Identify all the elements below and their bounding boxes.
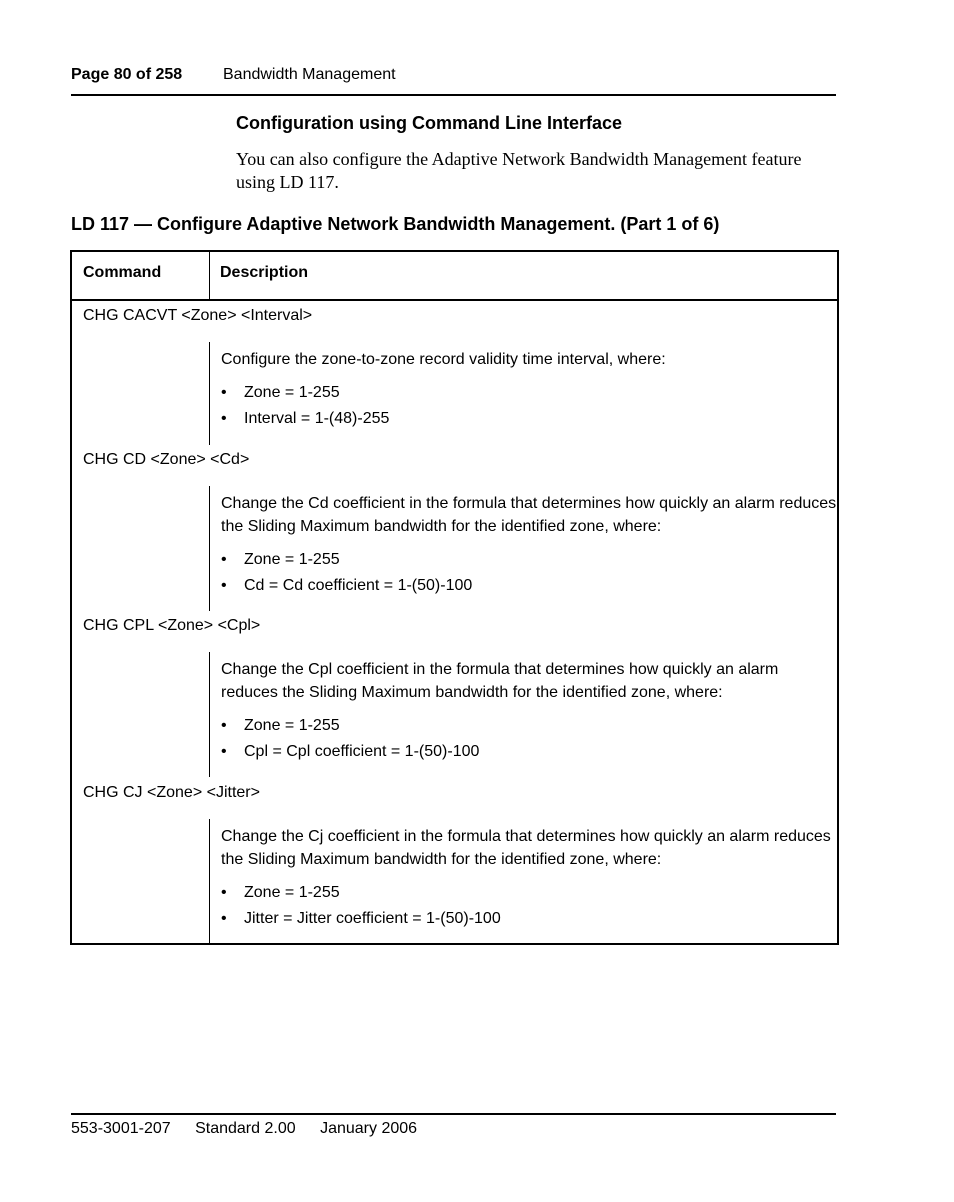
description-text: Change the Cpl coefficient in the formula that determines how quickly an alarm reduces the Sliding Maximum bandwidth for the identified zone, where: <box>221 661 779 701</box>
list-item: • Zone = 1-255 <box>221 713 839 739</box>
description-cell <box>209 342 839 445</box>
bullet-icon: • <box>221 384 227 401</box>
publish-date: January 2006 <box>320 1120 418 1137</box>
page-footer <box>71 1113 836 1138</box>
command-text: CHG CD <Zone> <Cd> <box>83 451 250 468</box>
list-item: • Cd = Cd coefficient = 1-(50)-100 <box>221 573 839 599</box>
table-header <box>72 252 837 301</box>
page-number: Page 80 of 258 <box>71 66 183 83</box>
list-item: • Jitter = Jitter coefficient = 1-(50)-100 <box>221 906 839 932</box>
table-caption: LD 117 — Configure Adaptive Network Bandwidth Management. (Part 1 of 6) <box>71 214 720 234</box>
bullet-list <box>221 380 839 432</box>
list-item: • Cpl = Cpl coefficient = 1-(50)-100 <box>221 739 839 765</box>
command-text: CHG CPL <Zone> <Cpl> <box>83 617 261 634</box>
column-header-description: Description <box>220 264 309 281</box>
description-cell <box>209 819 839 943</box>
subheading: Configuration using Command Line Interface <box>236 113 623 133</box>
bullet-icon: • <box>221 410 227 427</box>
bullet-icon: • <box>221 717 227 734</box>
command-text: CHG CJ <Zone> <Jitter> <box>83 784 260 801</box>
bullet-icon: • <box>221 577 227 594</box>
bullet-icon: • <box>221 743 227 760</box>
header-divider <box>209 252 210 299</box>
list-item: • Zone = 1-255 <box>221 380 839 406</box>
list-item: • Zone = 1-255 <box>221 547 839 573</box>
bullet-icon: • <box>221 910 227 927</box>
page-header <box>71 66 836 96</box>
description-cell <box>209 486 839 611</box>
description-text: Change the Cd coefficient in the formula that determines how quickly an alarm reduces the Sliding Maximum bandwidth for the identified zone, where: <box>221 495 837 535</box>
doc-number: 553-3001-207 <box>71 1120 171 1137</box>
standard-version: Standard 2.00 <box>195 1120 296 1137</box>
bullet-icon: • <box>221 884 227 901</box>
bullet-list <box>221 713 839 765</box>
bullet-list <box>221 547 839 599</box>
section-title: Bandwidth Management <box>223 66 396 83</box>
description-cell <box>209 652 839 777</box>
description-text: Change the Cj coefficient in the formula that determines how quickly an alarm reduces the Sliding Maximum bandwidth for the identified zone, where: <box>221 828 831 868</box>
column-header-command: Command <box>83 264 162 281</box>
command-table <box>70 250 839 945</box>
bullet-list <box>221 880 839 932</box>
description-text: Configure the zone-to-zone record validity time interval, where: <box>221 351 666 368</box>
intro-paragraph: You can also configure the Adaptive Network Bandwidth Management feature using LD 117. <box>236 149 802 192</box>
list-item: • Interval = 1-(48)-255 <box>221 406 839 432</box>
bullet-icon: • <box>221 551 227 568</box>
command-text: CHG CACVT <Zone> <Interval> <box>83 307 313 324</box>
list-item: • Zone = 1-255 <box>221 880 839 906</box>
